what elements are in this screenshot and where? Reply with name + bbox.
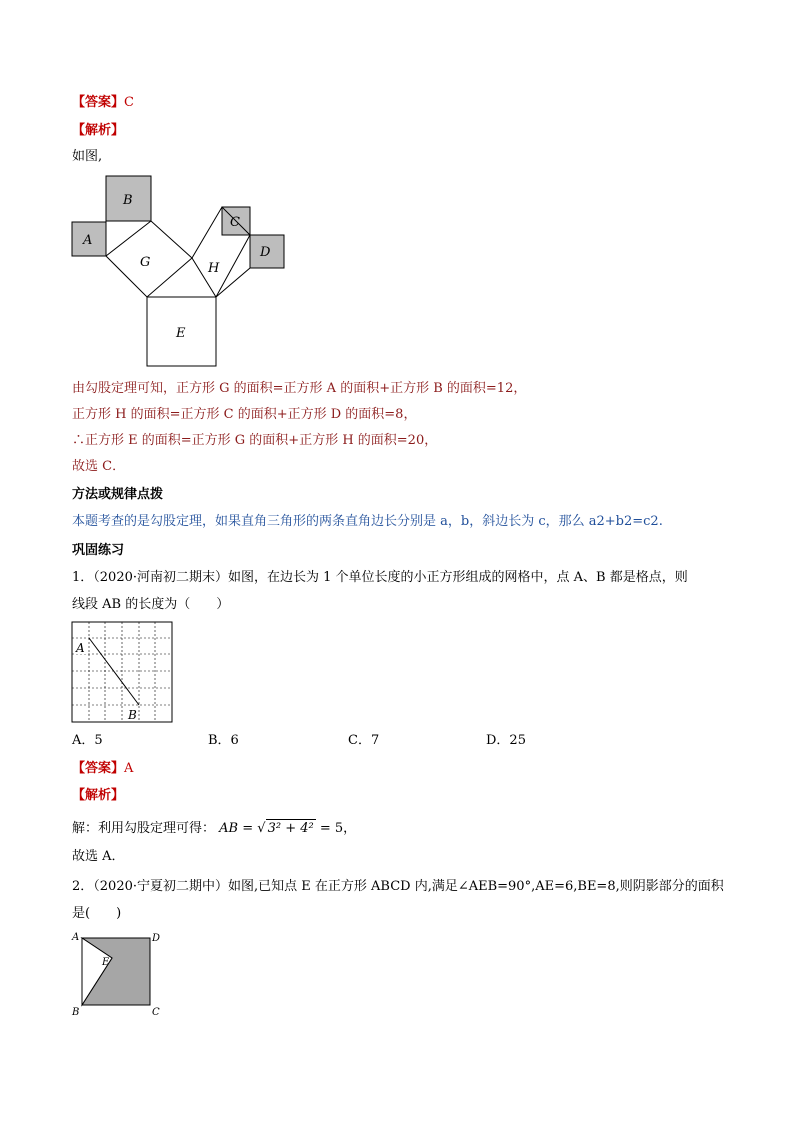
explanation-line-1: 由勾股定理可知，正方形 G 的面积=正方形 A 的面积+正方形 B 的面积=12， [72, 381, 527, 396]
method-text: 本题考查的是勾股定理，如果直角三角形的两条直角边长分别是 a，b，斜边长为 c，那么 a2+b2=c2. [72, 514, 663, 529]
q1-line-1: 1．（2020·河南初二期末）如图，在边长为 1 个单位长度的小正方形组成的网格中，点 A、B 都是格点，则 [72, 570, 688, 585]
formula-radicand: 3² + 4² [267, 821, 314, 836]
q2-line-1: 2．（2020·宁夏初二期中）如图,已知点 E 在正方形 ABCD 内,满足∠AEB=90°,AE=6,BE=8,则阴影部分的面积 [72, 879, 724, 894]
q2-line-2: 是( ) [72, 906, 122, 921]
q1-answer-value: A [124, 761, 134, 776]
q1-line-2: 线段 AB 的长度为（ ） [72, 597, 230, 612]
fig2-label-D: D [152, 933, 161, 944]
q1-option-c[interactable]: C．7 [348, 733, 380, 748]
formula-eq: = [242, 821, 254, 836]
label-D: D [260, 245, 271, 260]
fig2-label-C: C [152, 1007, 160, 1018]
q1-option-a[interactable]: A．5 [72, 733, 103, 748]
formula-lhs: AB [219, 821, 239, 836]
grid-label-A: A [76, 641, 85, 655]
formula-rhs: = 5， [319, 821, 357, 836]
fig2-label-B: B [72, 1007, 80, 1018]
q1-option-b[interactable]: B．6 [208, 733, 239, 748]
label-G: G [140, 255, 151, 270]
grid-figure [70, 620, 176, 726]
q1-solution-line [72, 819, 356, 838]
label-E: E [176, 326, 186, 341]
q1-solution-prefix: 解：利用勾股定理可得： [72, 821, 216, 836]
as-figure-text: 如图, [72, 149, 103, 164]
fig2-label-A: A [72, 932, 80, 943]
answer-line-1 [72, 94, 134, 112]
answer-label: 【答案】 [72, 95, 125, 110]
square-abcd-figure [68, 928, 168, 1020]
label-B: B [123, 193, 133, 208]
label-C: C [230, 215, 240, 230]
method-heading: 方法或规律点拨 [72, 487, 164, 502]
sqrt-sign: √ [257, 821, 266, 836]
segment-ab [89, 638, 139, 705]
q1-conclusion: 故选 A． [72, 849, 125, 864]
pythagoras-squares-figure [70, 173, 290, 369]
q1-answer-line [72, 760, 133, 778]
explanation-line-3: ∴正方形 E 的面积=正方形 G 的面积+正方形 H 的面积=20， [72, 433, 438, 448]
q1-formula [219, 821, 356, 836]
analysis-label-1: 【解析】 [72, 123, 125, 138]
fig2-label-E: E [102, 957, 110, 968]
q1-analysis-label: 【解析】 [72, 788, 125, 803]
practice-heading: 巩固练习 [72, 543, 125, 558]
label-A: A [83, 233, 93, 248]
answer-value: C [124, 95, 134, 110]
q1-answer-label: 【答案】 [72, 761, 125, 776]
explanation-line-2: 正方形 H 的面积=正方形 C 的面积+正方形 D 的面积=8， [72, 407, 417, 422]
explanation-line-4: 故选 C． [72, 459, 126, 474]
label-H: H [208, 261, 220, 276]
grid-label-B: B [128, 708, 137, 722]
q1-option-d[interactable]: D．25 [486, 733, 526, 748]
